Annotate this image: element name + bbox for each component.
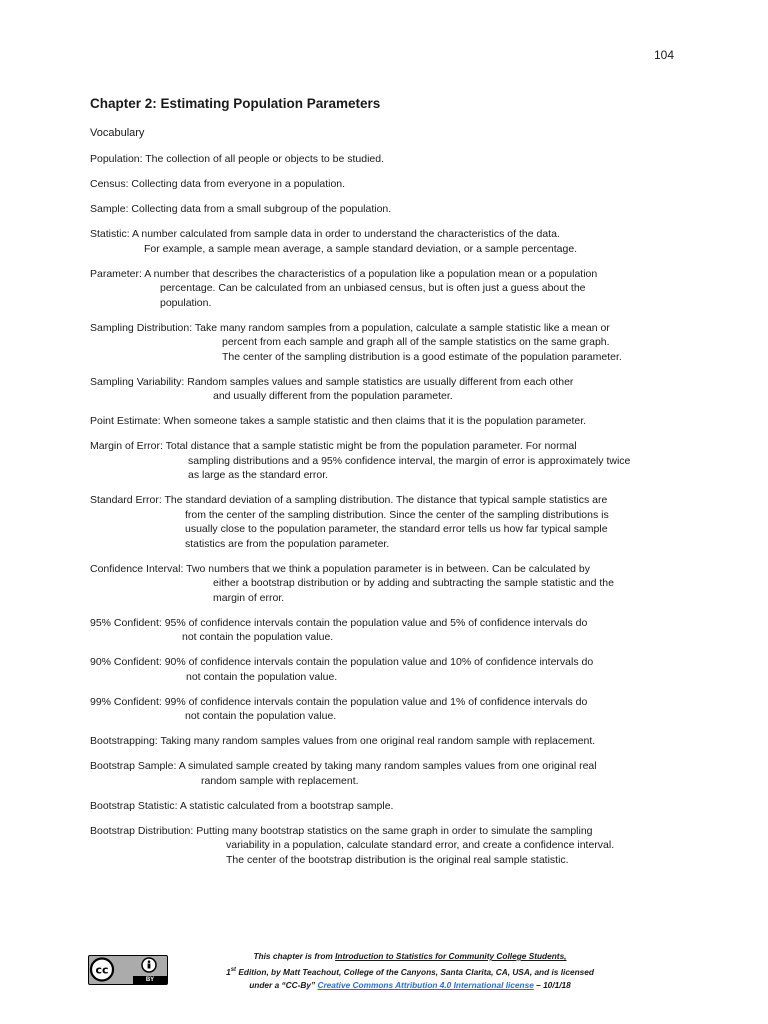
vocab-entry — [90, 202, 680, 217]
vocab-entry — [90, 734, 680, 749]
vocab-entry — [90, 227, 680, 256]
vocab-entry — [90, 414, 680, 429]
book-title: Introduction to Statistics for Community College Students, — [335, 951, 567, 961]
vocab-continuation-line: For example, a sample mean average, a sample standard deviation, or a sample percentage. — [144, 242, 578, 255]
vocab-continuation-line: not contain the population value. — [186, 670, 338, 683]
vocab-continuation-line: not contain the population value. — [182, 631, 334, 643]
vocab-entry — [90, 321, 680, 365]
vocab-definition-line: Statistic: A number calculated from sample data in order to understand the characteristics of the data. — [90, 228, 560, 240]
vocab-entry — [90, 177, 680, 192]
vocab-continuation-line: percent from each sample and graph all of the sample statistics on the same graph. — [222, 336, 610, 348]
vocab-continuation-line: and usually different from the population parameter. — [213, 390, 453, 402]
vocab-entry — [90, 824, 680, 868]
vocab-definition-line: Sampling Variability: Random samples values and sample statistics are usually different from each other — [90, 375, 574, 388]
vocab-continuation-line: random sample with replacement. — [201, 774, 359, 787]
vocab-entry — [90, 695, 680, 724]
vocabulary-list — [90, 152, 680, 878]
vocab-continuation-line: usually close to the population parameter, the standard error tells us how far typical sample — [185, 523, 608, 535]
vocab-definition-line: Point Estimate: When someone takes a sample statistic and then claims that it is the population parameter. — [90, 415, 587, 427]
vocab-continuation-line: The center of the bootstrap distribution is the original real sample statistic. — [226, 853, 569, 866]
vocab-entry — [90, 799, 680, 814]
vocab-continuation-line: statistics are from the population parameter. — [185, 537, 390, 550]
vocab-entry — [90, 152, 680, 167]
vocab-definition-line: Sample: Collecting data from a small subgroup of the population. — [90, 203, 392, 215]
vocab-definition-line: 99% Confident: 99% of confidence intervals contain the population value and 1% of confidence intervals do — [90, 695, 588, 708]
vocab-definition-line: 95% Confident: 95% of confidence intervals contain the population value and 5% of confidence intervals do — [90, 616, 588, 629]
vocab-definition-line: Confidence Interval: Two numbers that we think a population parameter is in between. Can be calculated by — [90, 562, 591, 575]
vocab-definition-line: Margin of Error: Total distance that a sample statistic might be from the population parameter. For normal — [90, 440, 577, 452]
vocab-continuation-line: population. — [160, 296, 212, 309]
vocab-definition-line: Bootstrap Sample: A simulated sample created by taking many random samples values from one original real — [90, 760, 597, 772]
vocab-definition-line: 90% Confident: 90% of confidence intervals contain the population value and 10% of confidence intervals do — [90, 656, 594, 668]
vocab-entry — [90, 267, 680, 311]
vocab-entry — [90, 562, 680, 606]
vocab-continuation-line: sampling distributions and a 95% confidence interval, the margin of error is approximately twice — [188, 454, 631, 467]
vocab-continuation-line: percentage. Can be calculated from an unbiased census, but is often just a guess about the — [160, 282, 586, 294]
vocab-entry — [90, 439, 680, 483]
vocab-continuation-line: not contain the population value. — [185, 710, 337, 722]
license-link[interactable]: Creative Commons Attribution 4.0 International license — [317, 979, 534, 990]
vocab-continuation-line: either a bootstrap distribution or by adding and subtracting the sample statistic and the — [213, 577, 614, 589]
vocab-definition-line: Population: The collection of all people or objects to be studied. — [90, 153, 384, 165]
vocab-definition-line: Bootstrapping: Taking many random samples values from one original real random sample with replacement. — [90, 735, 596, 747]
page-number: 104 — [654, 48, 675, 62]
svg-text:cc: cc — [95, 963, 109, 977]
cc-by-license-badge — [88, 955, 168, 985]
vocab-definition-line: Census: Collecting data from everyone in a population. — [90, 178, 346, 190]
vocab-continuation-line: variability in a population, calculate standard error, and create a confidence interval. — [226, 839, 615, 851]
cc-by-label: BY — [133, 976, 167, 984]
vocab-continuation-line: from the center of the sampling distribution. Since the center of the sampling distributions is — [185, 508, 609, 521]
vocab-entry — [90, 616, 680, 645]
vocab-entry — [90, 493, 680, 551]
vocab-continuation-line: margin of error. — [213, 591, 285, 604]
vocab-definition-line: Bootstrap Distribution: Putting many bootstrap statistics on the same graph in order to simulate the sampling — [90, 824, 593, 837]
chapter-title: Chapter 2: Estimating Population Parameters — [90, 96, 381, 111]
vocab-entry — [90, 759, 680, 788]
section-label-vocabulary: Vocabulary — [90, 127, 145, 139]
vocab-definition-line: Sampling Distribution: Take many random samples from a population, calculate a sample statistic like a mean or — [90, 321, 610, 334]
vocab-continuation-line: as large as the standard error. — [188, 469, 329, 481]
vocab-entry — [90, 655, 680, 684]
vocab-entry — [90, 375, 680, 404]
vocab-definition-line: Bootstrap Statistic: A statistic calculated from a bootstrap sample. — [90, 799, 394, 812]
attribution-footer: This chapter is from Introduction to Statistics for Community College Students, 1st Edition, by Matt Teachout, College of the Canyons, Santa Clarita, CA, USA, and is licensed under a “CC-By” Creative Commons Attribution 4.0 International license – 10/1/18 — [226, 951, 594, 990]
vocab-definition-line: Standard Error: The standard deviation of a sampling distribution. The distance that typical sample statistics are — [90, 494, 608, 506]
vocab-definition-line: Parameter: A number that describes the characteristics of a population like a population mean or a population — [90, 267, 598, 280]
vocab-continuation-line: The center of the sampling distribution is a good estimate of the population parameter. — [222, 350, 622, 363]
